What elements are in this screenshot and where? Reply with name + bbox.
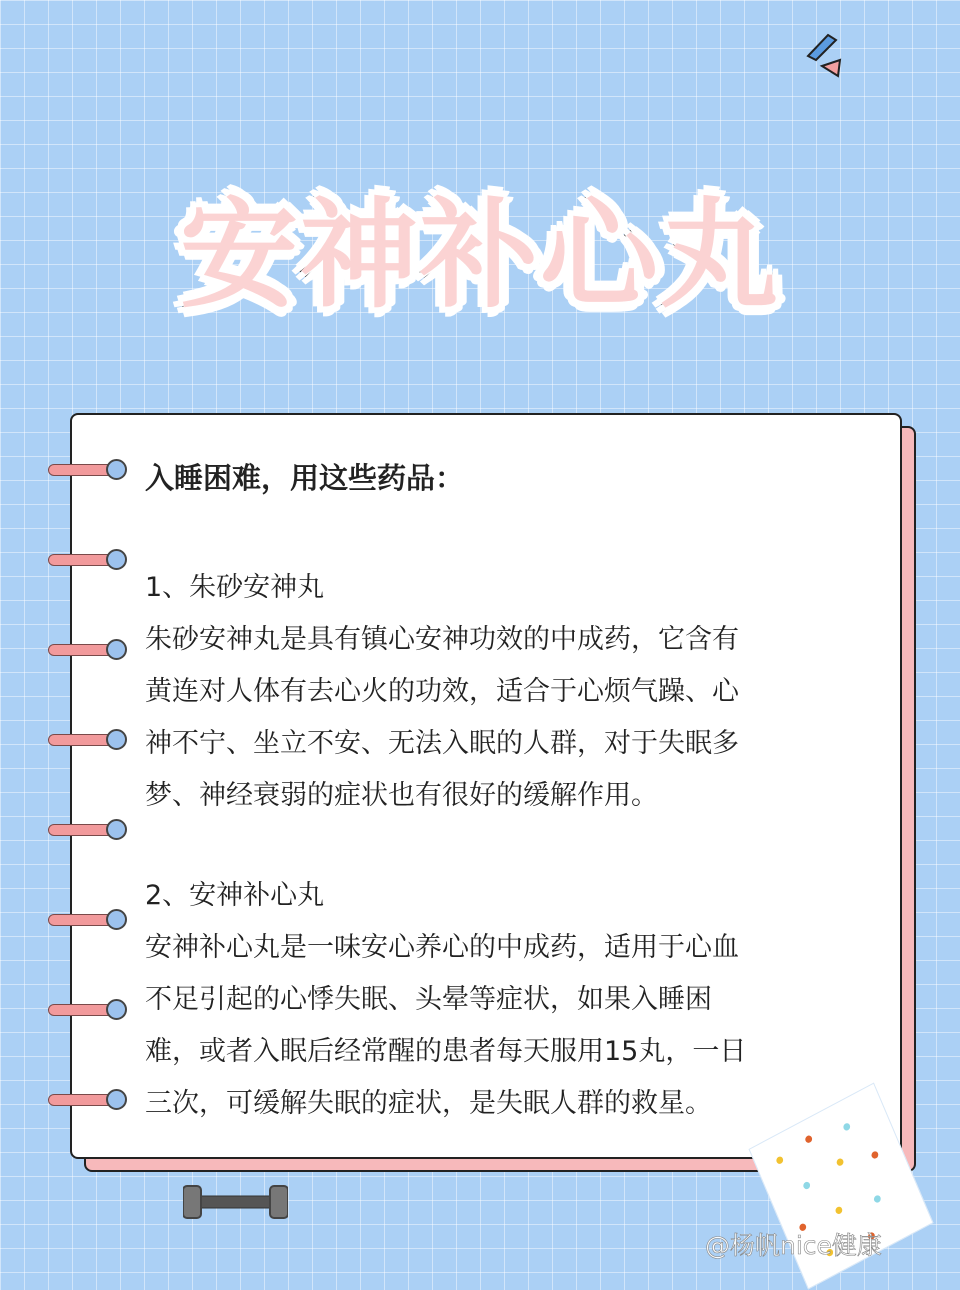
binder-ring	[48, 729, 126, 749]
decorative-triangles-icon	[800, 30, 850, 85]
binder-ring	[48, 909, 126, 929]
binder-ring	[48, 549, 126, 569]
binder-ring	[48, 1089, 126, 1109]
binder-ring	[48, 459, 126, 479]
item-text-line: 难，或者入眠后经常醒的患者每天服用15丸，一日	[145, 1036, 747, 1067]
binder-ring	[48, 819, 126, 839]
item-text-line: 神不宁、坐立不安、无法入眠的人群，对于失眠多	[145, 728, 739, 759]
item-text-line: 黄连对人体有去心火的功效，适合于心烦气躁、心	[145, 676, 739, 707]
item-text-line: 梦、神经衰弱的症状也有很好的缓解作用。	[145, 780, 658, 811]
item-text-line: 朱砂安神丸是具有镇心安神功效的中成药，它含有	[145, 624, 739, 655]
dumbbell-icon	[183, 1185, 288, 1219]
page-title: 安神补心丸	[179, 186, 780, 324]
section-heading: 入睡困难，用这些药品：	[145, 461, 465, 495]
item-title: 1、朱砂安神丸	[145, 572, 325, 603]
item-title: 2、安神补心丸	[145, 880, 325, 911]
item-text-line: 三次，可缓解失眠的症状，是失眠人群的救星。	[145, 1088, 712, 1119]
item-text-line: 安神补心丸是一味安心养心的中成药，适用于心血	[145, 932, 739, 963]
binder-ring	[48, 639, 126, 659]
item-text-line: 不足引起的心悸失眠、头晕等症状，如果入睡困	[145, 984, 712, 1015]
watermark: @杨帆nice健康	[705, 1231, 882, 1260]
binder-ring	[48, 999, 126, 1019]
